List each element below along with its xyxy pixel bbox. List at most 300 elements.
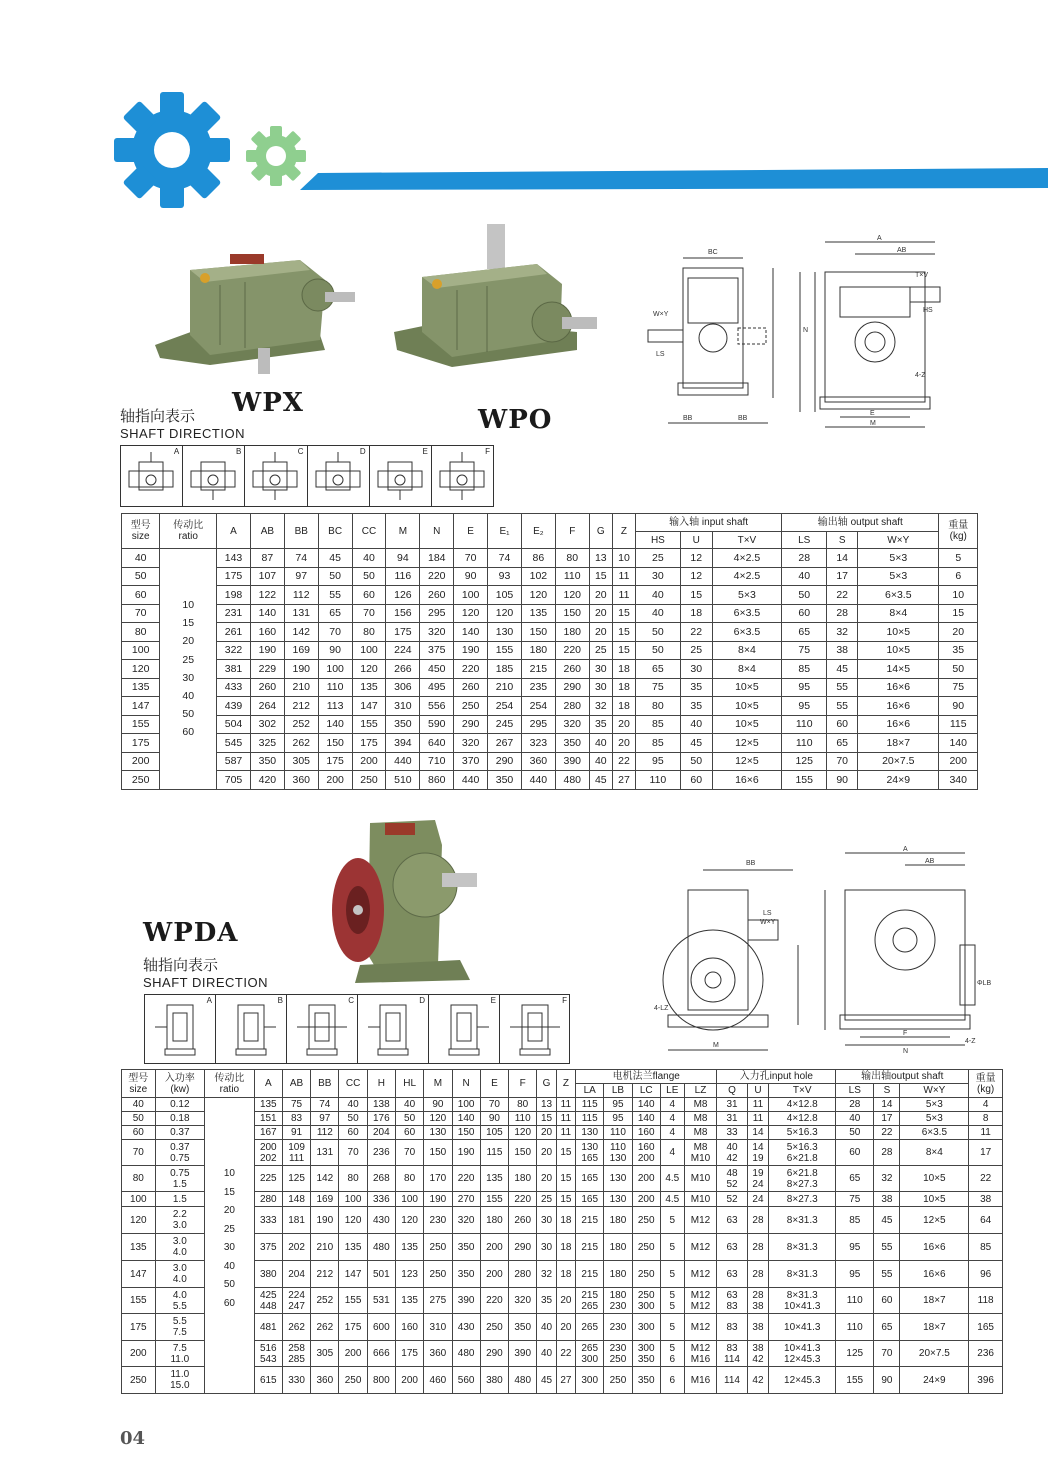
- table-cell: 31: [717, 1112, 747, 1126]
- table-cell: 200: [632, 1166, 660, 1192]
- cell-size: 120: [122, 660, 160, 679]
- table-cell: 65: [636, 660, 681, 679]
- table-cell: 20: [556, 1288, 575, 1314]
- table-cell: 12×5: [712, 734, 782, 753]
- table-cell: 150: [452, 1126, 480, 1140]
- table-cell: 55: [874, 1261, 900, 1288]
- col-header: A: [254, 1070, 282, 1098]
- table-cell: 800: [367, 1367, 395, 1394]
- table-cell: 250: [632, 1207, 660, 1234]
- table-cell: 390: [452, 1288, 480, 1314]
- col-header: LE: [660, 1084, 684, 1098]
- table-row: [122, 1192, 1003, 1207]
- table-cell: 15: [589, 567, 612, 586]
- table-cell: 130: [604, 1192, 632, 1207]
- cell-size: 80: [122, 623, 160, 642]
- table-cell: 20: [612, 734, 635, 753]
- table-cell: 83: [282, 1112, 310, 1126]
- table-cell: 70: [395, 1140, 423, 1166]
- table-cell: 375: [254, 1234, 282, 1261]
- table-cell: 370: [454, 752, 488, 771]
- shaft-direction-2-c: C: [287, 995, 358, 1063]
- table-cell: 325: [250, 734, 284, 753]
- svg-text:ΦLB: ΦLB: [977, 980, 992, 987]
- col-header: HL: [395, 1070, 423, 1098]
- col-group-input-shaft: 输入轴 input shaft: [636, 514, 782, 532]
- table-cell: 135: [480, 1166, 508, 1192]
- header-accent-bar: [300, 168, 1048, 190]
- table-cell: 17: [969, 1140, 1003, 1166]
- table-cell: 0.75 1.5: [155, 1166, 205, 1192]
- table-cell: 120: [555, 586, 589, 605]
- table-cell: 6×3.5: [858, 586, 939, 605]
- table-cell: 122: [250, 586, 284, 605]
- cell-ratios: 10 15 20 25 30 40 50 60: [205, 1098, 255, 1394]
- table-cell: 80: [395, 1166, 423, 1192]
- svg-text:AB: AB: [897, 247, 907, 254]
- table-row: [122, 1098, 1003, 1112]
- table-cell: 116: [386, 567, 420, 586]
- table-cell: 175: [352, 734, 386, 753]
- table-row: [122, 1126, 1003, 1140]
- table-cell: 20: [612, 715, 635, 734]
- shaft-direction-2-d: D: [358, 995, 429, 1063]
- table-cell: 50: [339, 1112, 367, 1126]
- table-cell: 176: [367, 1112, 395, 1126]
- table-cell: 12×5: [712, 752, 782, 771]
- svg-text:4-Z: 4-Z: [915, 372, 926, 379]
- table-cell: 290: [555, 678, 589, 697]
- table-cell: 16×6: [900, 1234, 969, 1261]
- table-cell: 215: [576, 1207, 604, 1234]
- col-header: LS: [782, 532, 827, 549]
- table-cell: 120: [339, 1207, 367, 1234]
- table-cell: 333: [254, 1207, 282, 1234]
- table-row: [122, 1112, 1003, 1126]
- table-cell: 64: [969, 1207, 1003, 1234]
- table-cell: 155: [488, 641, 522, 660]
- table-cell: 10: [939, 586, 978, 605]
- table-cell: 110: [509, 1112, 537, 1126]
- svg-text:BC: BC: [708, 249, 718, 256]
- table-cell: 40 42: [717, 1140, 747, 1166]
- table-cell: 250: [604, 1367, 632, 1394]
- table-cell: 110: [636, 771, 681, 790]
- table-cell: 229: [250, 660, 284, 679]
- table-row: [122, 1341, 1003, 1367]
- table-cell: 110 130: [604, 1140, 632, 1166]
- table-cell: 142: [284, 623, 318, 642]
- table-cell: 11: [747, 1098, 769, 1112]
- table-cell: 40: [680, 715, 712, 734]
- table-cell: 90: [480, 1112, 508, 1126]
- col-header-weight: 重量 (kg): [939, 514, 978, 549]
- col-header: T×V: [769, 1084, 836, 1098]
- table-cell: 45: [680, 734, 712, 753]
- table-cell: 95: [782, 697, 827, 716]
- table-cell: 5×3: [900, 1112, 969, 1126]
- table-cell: 11: [556, 1112, 575, 1126]
- table-cell: 215: [521, 660, 555, 679]
- table-cell: 480: [509, 1367, 537, 1394]
- table-cell: 27: [556, 1367, 575, 1394]
- table-cell: 140: [939, 734, 978, 753]
- table-cell: 160: [250, 623, 284, 642]
- col-header: W×Y: [900, 1084, 969, 1098]
- table-cell: 28: [836, 1098, 874, 1112]
- col-header: M: [424, 1070, 452, 1098]
- table-cell: 15: [612, 623, 635, 642]
- table-cell: 4×12.8: [769, 1112, 836, 1126]
- table-cell: 74: [311, 1098, 339, 1112]
- wpda-side-dimension-drawing: [648, 850, 823, 1060]
- table-cell: 615: [254, 1367, 282, 1394]
- table-cell: 210: [284, 678, 318, 697]
- wpx-front-dimension-drawing: [795, 232, 970, 437]
- table-cell: M10: [684, 1166, 717, 1192]
- table-cell: 439: [217, 697, 251, 716]
- table-cell: 4×2.5: [712, 567, 782, 586]
- table-cell: 350: [452, 1234, 480, 1261]
- cell-size: 135: [122, 1234, 156, 1261]
- table-cell: 252: [284, 715, 318, 734]
- table-cell: 60: [836, 1140, 874, 1166]
- table-cell: 38: [874, 1192, 900, 1207]
- table-cell: 50: [636, 641, 681, 660]
- cell-size: 175: [122, 1314, 156, 1341]
- cell-size: 155: [122, 1288, 156, 1314]
- table-cell: 65: [318, 604, 352, 623]
- table-cell: 16×6: [858, 678, 939, 697]
- table-cell: 112: [311, 1126, 339, 1140]
- table-cell: 501: [367, 1261, 395, 1288]
- table-row: [122, 715, 978, 734]
- table-cell: 20: [556, 1314, 575, 1341]
- table-cell: 185: [488, 660, 522, 679]
- table-cell: 83 114: [717, 1341, 747, 1367]
- table-cell: 155: [339, 1288, 367, 1314]
- col-header: Q: [717, 1084, 747, 1098]
- col-header-size: 型号 size: [122, 1070, 156, 1098]
- cell-size: 100: [122, 1192, 156, 1207]
- table-cell: 63 83: [717, 1288, 747, 1314]
- table-cell: 115: [576, 1112, 604, 1126]
- table-cell: 80: [352, 623, 386, 642]
- table-cell: 93: [488, 567, 522, 586]
- table-cell: 140: [632, 1098, 660, 1112]
- table-cell: 430: [452, 1314, 480, 1341]
- col-header: N: [452, 1070, 480, 1098]
- table-cell: 50: [939, 660, 978, 679]
- table-cell: 15: [537, 1112, 556, 1126]
- table-cell: 336: [367, 1192, 395, 1207]
- col-header: AB: [282, 1070, 310, 1098]
- table-row: [122, 1166, 1003, 1192]
- svg-text:W×Y: W×Y: [653, 311, 669, 318]
- table-cell: 55: [827, 678, 858, 697]
- col-header: BC: [318, 514, 352, 549]
- table-cell: 140: [250, 604, 284, 623]
- table-cell: 710: [420, 752, 454, 771]
- col-header: E₁: [488, 514, 522, 549]
- table-cell: 350: [555, 734, 589, 753]
- table-cell: 45: [874, 1207, 900, 1234]
- table-cell: 83: [717, 1314, 747, 1341]
- table-cell: 705: [217, 771, 251, 790]
- table-cell: 32: [874, 1166, 900, 1192]
- table-cell: 169: [284, 641, 318, 660]
- table-cell: 3.0 4.0: [155, 1261, 205, 1288]
- table-cell: 100: [352, 641, 386, 660]
- table-cell: 115: [480, 1140, 508, 1166]
- table-cell: 180: [604, 1207, 632, 1234]
- table-cell: 6: [660, 1367, 684, 1394]
- cell-size: 50: [122, 567, 160, 586]
- table-cell: 22: [556, 1341, 575, 1367]
- table-cell: 17: [874, 1112, 900, 1126]
- table-cell: 0.12: [155, 1098, 205, 1112]
- cell-size: 200: [122, 1341, 156, 1367]
- table-cell: 100: [454, 586, 488, 605]
- table-cell: 7.5 11.0: [155, 1341, 205, 1367]
- table-cell: 40: [836, 1112, 874, 1126]
- table-cell: 112: [284, 586, 318, 605]
- col-header: F: [555, 514, 589, 549]
- table-cell: 330: [282, 1367, 310, 1394]
- table-cell: 18: [556, 1207, 575, 1234]
- table-cell: 210: [311, 1234, 339, 1261]
- table-cell: 236: [969, 1341, 1003, 1367]
- table-cell: 40: [589, 752, 612, 771]
- table-row: [122, 1367, 1003, 1394]
- table-row: [122, 567, 978, 586]
- shaft-direction-2-b: B: [216, 995, 287, 1063]
- col-header: LS: [836, 1084, 874, 1098]
- table-cell: 268: [367, 1166, 395, 1192]
- table-cell: 4: [660, 1140, 684, 1166]
- table-cell: 50: [352, 567, 386, 586]
- table-cell: 28: [747, 1234, 769, 1261]
- table-cell: 94: [386, 549, 420, 568]
- table-cell: 100: [318, 660, 352, 679]
- table-cell: 155: [836, 1367, 874, 1394]
- table-cell: 169: [311, 1192, 339, 1207]
- table-cell: 70: [480, 1098, 508, 1112]
- table-cell: 320: [454, 734, 488, 753]
- table-cell: 280: [254, 1192, 282, 1207]
- table-cell: 120: [454, 604, 488, 623]
- table-cell: 236: [367, 1140, 395, 1166]
- table-cell: 380: [480, 1367, 508, 1394]
- table-row: [122, 1207, 1003, 1234]
- table-cell: 113: [318, 697, 352, 716]
- table-cell: 48 52: [717, 1166, 747, 1192]
- table-cell: M8: [684, 1098, 717, 1112]
- table-cell: 175: [217, 567, 251, 586]
- cell-size: 200: [122, 752, 160, 771]
- table-cell: 600: [367, 1314, 395, 1341]
- table-row: [122, 1234, 1003, 1261]
- table-cell: 16×6: [858, 697, 939, 716]
- wpda-front-dimension-drawing: [815, 845, 995, 1060]
- table-cell: 250: [352, 771, 386, 790]
- table-cell: 254: [488, 697, 522, 716]
- table-cell: 11.0 15.0: [155, 1367, 205, 1394]
- table-cell: 70: [454, 549, 488, 568]
- table-cell: 390: [509, 1341, 537, 1367]
- table-cell: 350: [250, 752, 284, 771]
- table-cell: 4: [969, 1098, 1003, 1112]
- cell-ratios: 10 15 20 25 30 40 50 60: [160, 549, 217, 790]
- table-cell: 45: [589, 771, 612, 790]
- table-cell: 85: [636, 734, 681, 753]
- table-cell: 12: [680, 549, 712, 568]
- table-cell: 4×2.5: [712, 549, 782, 568]
- table-cell: 35: [589, 715, 612, 734]
- table-row: [122, 549, 978, 568]
- table-row: [122, 734, 978, 753]
- table-cell: 155: [352, 715, 386, 734]
- table-cell: 231: [217, 604, 251, 623]
- table-cell: M12 M12: [684, 1288, 717, 1314]
- table-cell: 135: [395, 1234, 423, 1261]
- col-header-ratio: 传动比 ratio: [160, 514, 217, 549]
- table-cell: 50: [636, 623, 681, 642]
- table-cell: 190: [250, 641, 284, 660]
- table-cell: 131: [284, 604, 318, 623]
- cell-size: 135: [122, 678, 160, 697]
- table-cell: 130: [604, 1166, 632, 1192]
- table-cell: 90: [827, 771, 858, 790]
- cell-size: 100: [122, 641, 160, 660]
- table-cell: 10×41.3: [769, 1314, 836, 1341]
- col-header: LC: [632, 1084, 660, 1098]
- col-group-flange: 电机法兰flange: [576, 1070, 717, 1084]
- table-cell: 860: [420, 771, 454, 790]
- table-cell: 40: [352, 549, 386, 568]
- table-cell: 180: [604, 1261, 632, 1288]
- table-cell: 5.5 7.5: [155, 1314, 205, 1341]
- table-cell: 8×31.3: [769, 1261, 836, 1288]
- table-cell: 266: [386, 660, 420, 679]
- table-cell: 0.37: [155, 1126, 205, 1140]
- table-cell: 120: [395, 1207, 423, 1234]
- table-cell: 5×3: [900, 1098, 969, 1112]
- table-cell: 55: [318, 586, 352, 605]
- table-cell: 270: [452, 1192, 480, 1207]
- table-cell: 215: [576, 1234, 604, 1261]
- table-cell: 10×5: [712, 678, 782, 697]
- table-cell: 480: [367, 1234, 395, 1261]
- table-cell: 15: [612, 641, 635, 660]
- wpda-gearbox-photo: [330, 815, 500, 990]
- table-cell: 8×4: [900, 1140, 969, 1166]
- col-header: S: [874, 1084, 900, 1098]
- table-cell: 22: [827, 586, 858, 605]
- svg-text:W×Y: W×Y: [760, 919, 776, 926]
- table-cell: 4: [660, 1112, 684, 1126]
- table-cell: 175: [339, 1314, 367, 1341]
- table-cell: 290: [480, 1341, 508, 1367]
- table-row: [122, 641, 978, 660]
- page-number: 04: [120, 1428, 146, 1449]
- cell-size: 40: [122, 549, 160, 568]
- table-cell: 131: [311, 1140, 339, 1166]
- wpo-model-label: WPO: [478, 405, 553, 435]
- table-cell: 148: [282, 1192, 310, 1207]
- table-cell: 220: [454, 660, 488, 679]
- table-cell: 19 24: [747, 1166, 769, 1192]
- table-cell: 2.2 3.0: [155, 1207, 205, 1234]
- table-cell: 215 265: [576, 1288, 604, 1314]
- col-header: Z: [556, 1070, 575, 1098]
- table-cell: 181: [282, 1207, 310, 1234]
- table-cell: 55: [874, 1234, 900, 1261]
- shaft-direction-2-a: A: [145, 995, 216, 1063]
- table-cell: 45: [318, 549, 352, 568]
- table-cell: 156: [386, 604, 420, 623]
- table-cell: 18: [612, 678, 635, 697]
- wpda-spec-table: [121, 1069, 1003, 1394]
- table-cell: 165: [576, 1166, 604, 1192]
- table-cell: 300: [576, 1367, 604, 1394]
- table-cell: 86: [521, 549, 555, 568]
- col-header: G: [589, 514, 612, 549]
- table-cell: 6: [939, 567, 978, 586]
- col-group-input-hole: 入力孔input hole: [717, 1070, 836, 1084]
- table-cell: 15: [556, 1140, 575, 1166]
- table-cell: 85: [969, 1234, 1003, 1261]
- col-header: E: [480, 1070, 508, 1098]
- table-cell: 126: [386, 586, 420, 605]
- table-cell: 165: [969, 1314, 1003, 1341]
- table-cell: 70: [352, 604, 386, 623]
- table-cell: 100: [395, 1192, 423, 1207]
- table-cell: 50: [318, 567, 352, 586]
- table-cell: 360: [311, 1367, 339, 1394]
- col-header: LB: [604, 1084, 632, 1098]
- table-cell: 220: [452, 1166, 480, 1192]
- shaft-direction-diagram-2: [144, 994, 570, 1064]
- table-cell: 22: [874, 1126, 900, 1140]
- wpx-side-dimension-drawing: [628, 238, 778, 433]
- table-cell: 560: [452, 1367, 480, 1394]
- table-row: [122, 678, 978, 697]
- table-cell: 3.0 4.0: [155, 1234, 205, 1261]
- table-cell: 118: [969, 1288, 1003, 1314]
- table-cell: 110: [836, 1314, 874, 1341]
- table-cell: 20: [589, 623, 612, 642]
- table-cell: 235: [521, 678, 555, 697]
- table-cell: 200: [395, 1367, 423, 1394]
- table-cell: 14: [874, 1098, 900, 1112]
- table-cell: 130 165: [576, 1140, 604, 1166]
- table-cell: 5×3: [712, 586, 782, 605]
- table-cell: 390: [555, 752, 589, 771]
- table-cell: 15: [612, 604, 635, 623]
- table-cell: 110: [604, 1126, 632, 1140]
- svg-text:HS: HS: [923, 307, 933, 314]
- table-cell: 12: [680, 567, 712, 586]
- table-cell: 590: [420, 715, 454, 734]
- table-cell: 5 5: [660, 1288, 684, 1314]
- table-cell: 31: [717, 1098, 747, 1112]
- table-cell: 60: [339, 1126, 367, 1140]
- table-cell: 0.18: [155, 1112, 205, 1126]
- table-cell: 74: [488, 549, 522, 568]
- table-cell: 147: [352, 697, 386, 716]
- table-cell: 16×6: [900, 1261, 969, 1288]
